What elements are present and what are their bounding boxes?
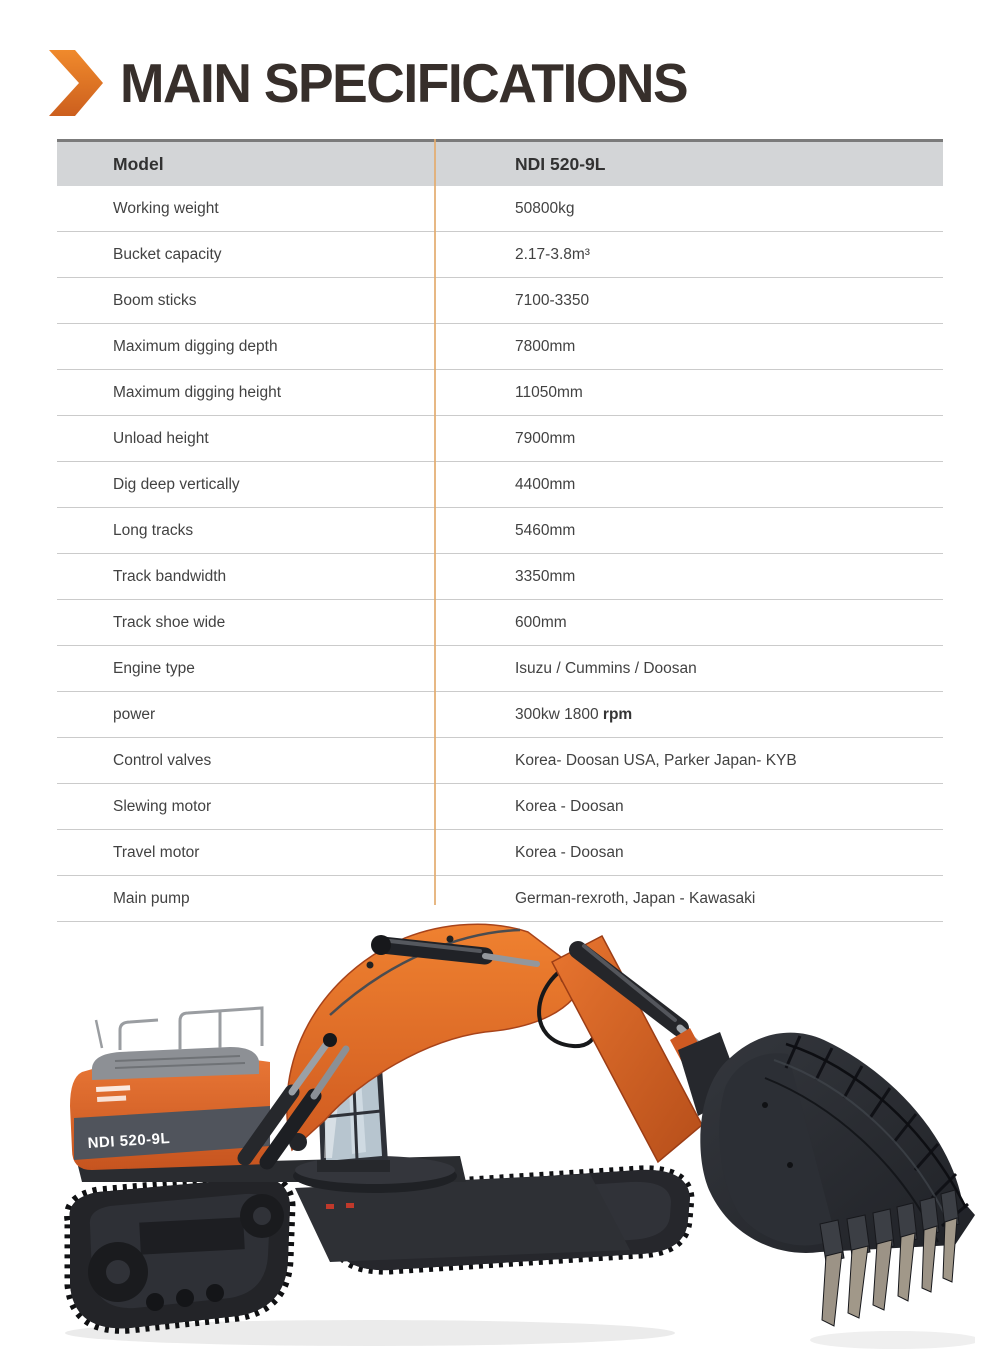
spec-row bbox=[57, 692, 943, 738]
column-divider-line bbox=[434, 139, 436, 905]
spec-row bbox=[57, 738, 943, 784]
rock-bucket bbox=[678, 1032, 975, 1326]
excavator-image bbox=[30, 920, 975, 1357]
spec-value: 50800kg bbox=[515, 199, 575, 217]
spec-label: Track bandwidth bbox=[113, 567, 227, 585]
page-title: MAIN SPECIFICATIONS bbox=[120, 51, 688, 114]
spec-value: 3350mm bbox=[515, 567, 576, 585]
spec-label: Long tracks bbox=[113, 521, 194, 539]
model-header-value: NDI 520-9L bbox=[515, 153, 606, 174]
boom-assembly bbox=[245, 924, 586, 1162]
orange-chevron-icon bbox=[45, 46, 107, 120]
spec-label: Travel motor bbox=[113, 843, 200, 861]
model-header-label: Model bbox=[113, 153, 164, 174]
spec-value: Korea- Doosan USA, Parker Japan- KYB bbox=[515, 751, 797, 769]
spec-value: 7800mm bbox=[515, 337, 576, 355]
spec-value: German-rexroth, Japan - Kawasaki bbox=[515, 889, 756, 907]
spec-row bbox=[57, 876, 943, 922]
spec-value: 600mm bbox=[515, 613, 567, 631]
spec-row bbox=[57, 646, 943, 692]
spec-row bbox=[57, 232, 943, 278]
ground-shadow bbox=[65, 1320, 975, 1349]
machine-model-text: NDI 520-9L bbox=[87, 1129, 171, 1152]
red-marker bbox=[346, 1203, 354, 1208]
spec-row bbox=[57, 554, 943, 600]
crawler-undercarriage bbox=[70, 1170, 690, 1328]
spec-row bbox=[57, 830, 943, 876]
red-marker bbox=[326, 1204, 334, 1209]
page-header bbox=[45, 46, 705, 120]
spec-value: Isuzu / Cummins / Doosan bbox=[515, 659, 697, 677]
spec-row bbox=[57, 370, 943, 416]
spec-row bbox=[57, 278, 943, 324]
spec-label: Maximum digging depth bbox=[113, 337, 278, 355]
spec-value: 300kw 1800 rpm bbox=[515, 705, 633, 723]
spec-row bbox=[57, 600, 943, 646]
spec-label: Dig deep vertically bbox=[113, 475, 240, 493]
spec-label: Working weight bbox=[113, 199, 219, 217]
spec-value: 11050mm bbox=[515, 383, 583, 401]
spec-value: 7900mm bbox=[515, 429, 576, 447]
spec-label: Bucket capacity bbox=[113, 245, 222, 263]
spec-row bbox=[57, 784, 943, 830]
spec-value: Korea - Doosan bbox=[515, 843, 624, 861]
spec-row bbox=[57, 324, 943, 370]
spec-value: 7100-3350 bbox=[515, 291, 590, 309]
handrail bbox=[120, 1008, 262, 1050]
spec-value: Korea - Doosan bbox=[515, 797, 624, 815]
spec-label: Unload height bbox=[113, 429, 209, 447]
spec-row bbox=[57, 416, 943, 462]
spec-label: Track shoe wide bbox=[113, 613, 226, 631]
spec-label: power bbox=[113, 705, 156, 723]
spec-row bbox=[57, 186, 943, 232]
spec-label: Boom sticks bbox=[113, 291, 197, 309]
spec-label: Maximum digging height bbox=[113, 383, 282, 401]
spec-table-body bbox=[57, 186, 943, 922]
spec-table bbox=[57, 139, 943, 922]
spec-label: Control valves bbox=[113, 751, 212, 769]
spec-value: 5460mm bbox=[515, 521, 576, 539]
spec-row bbox=[57, 462, 943, 508]
antenna bbox=[96, 1020, 102, 1048]
spec-row bbox=[57, 508, 943, 554]
spec-value: 2.17-3.8m³ bbox=[515, 245, 590, 263]
spec-table-header-row bbox=[57, 139, 943, 186]
spec-label: Slewing motor bbox=[113, 797, 212, 815]
spec-value: 4400mm bbox=[515, 475, 576, 493]
spec-label: Main pump bbox=[113, 889, 190, 907]
spec-label: Engine type bbox=[113, 659, 195, 677]
